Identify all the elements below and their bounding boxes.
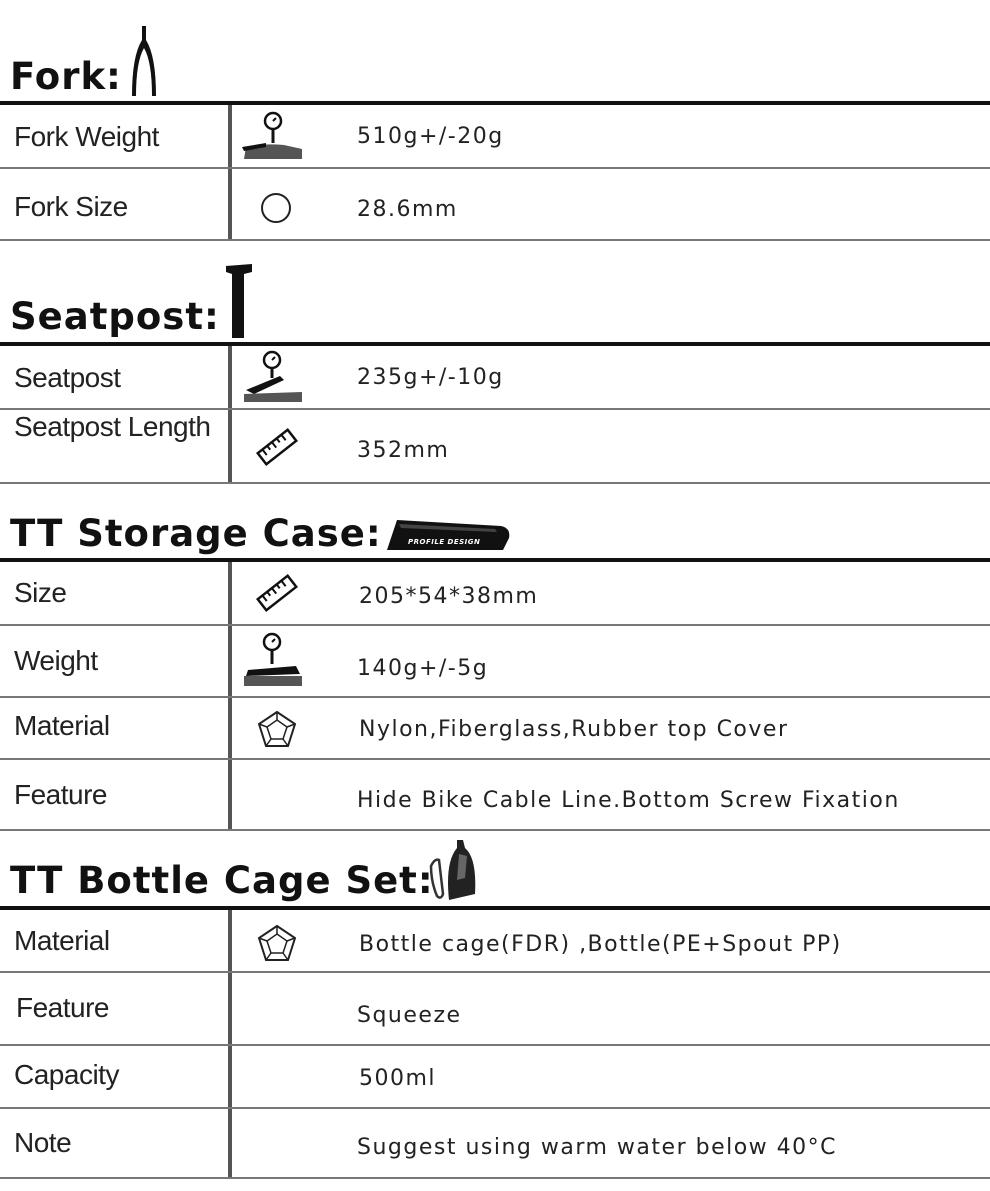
scale-icon: [240, 109, 306, 165]
row-value: Nylon,Fiberglass,Rubber top Cover: [359, 717, 789, 742]
ruler-icon: [256, 427, 298, 467]
row-value: 235g+/-10g: [357, 365, 504, 390]
row-label: Seatpost Length: [14, 411, 211, 442]
row-value: 510g+/-20g: [357, 124, 504, 149]
row-value: 205*54*38mm: [359, 584, 539, 609]
seatpost-title: Seatpost:: [10, 295, 220, 338]
row-value: 140g+/-5g: [357, 656, 489, 681]
row-label: Material: [14, 710, 110, 741]
scale-icon: [240, 348, 306, 406]
material-icon: [256, 924, 298, 962]
row-label: Weight: [14, 645, 98, 676]
row-label: Size: [14, 577, 67, 608]
scale-icon: [240, 630, 306, 690]
row-label: Feature: [14, 779, 107, 810]
fork-title: Fork:: [10, 55, 122, 98]
material-icon: [256, 710, 298, 748]
row-label: Seatpost: [14, 362, 121, 393]
table-row: [0, 626, 990, 698]
bottle-title: TT Bottle Cage Set:: [10, 859, 434, 902]
row-label: Fork Weight: [14, 121, 159, 152]
table-row: [0, 410, 990, 484]
row-label: Capacity: [14, 1059, 119, 1090]
row-label: Material: [14, 925, 110, 956]
storage-case-brand: PROFILE DESIGN: [408, 538, 481, 546]
row-value: 352mm: [357, 438, 450, 463]
row-label: Note: [14, 1127, 72, 1158]
fork-icon: [130, 26, 158, 98]
storage-title: TT Storage Case:: [10, 512, 382, 555]
ruler-icon: [256, 573, 298, 613]
row-value: Hide Bike Cable Line.Bottom Screw Fixation: [357, 788, 900, 813]
table-row: [0, 973, 990, 1046]
row-value: Squeeze: [357, 1003, 462, 1028]
row-label: Feature: [16, 992, 109, 1023]
row-value: Bottle cage(FDR) ,Bottle(PE+Spout PP): [359, 932, 842, 957]
row-label: Fork Size: [14, 191, 128, 222]
row-value: 500ml: [359, 1066, 437, 1091]
table-row: [0, 346, 990, 410]
circle-icon: [259, 191, 293, 225]
row-value: Suggest using warm water below 40°C: [357, 1135, 838, 1160]
bottle-cage-icon: [427, 838, 479, 904]
row-value: 28.6mm: [357, 197, 458, 222]
table-row: [0, 169, 990, 241]
table-row: [0, 105, 990, 169]
table-row: [0, 562, 990, 626]
table-row: [0, 698, 990, 760]
table-row: [0, 760, 990, 831]
table-row: [0, 1046, 990, 1109]
table-row: [0, 1109, 990, 1179]
storage-case-icon: [385, 516, 511, 552]
table-row: [0, 910, 990, 973]
seatpost-icon: [224, 264, 254, 340]
